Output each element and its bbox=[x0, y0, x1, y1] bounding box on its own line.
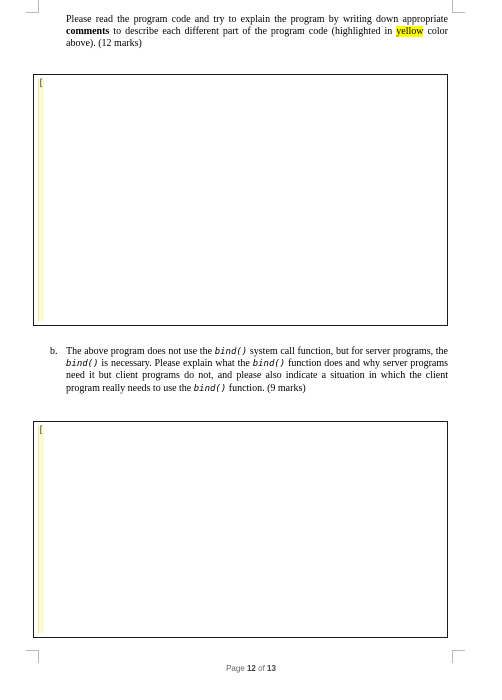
crop-mark-bottom-left bbox=[26, 650, 39, 663]
question-b-label: b. bbox=[50, 346, 58, 357]
question-a-text bbox=[66, 14, 448, 51]
footer-of: of bbox=[255, 664, 268, 673]
question-a-bold-comments: comments bbox=[66, 26, 110, 38]
question-b-part-5: function. (9 marks) bbox=[226, 382, 306, 394]
answer-box-a[interactable] bbox=[33, 74, 448, 326]
question-a-part-1: Please read the program code and try to explain the program by writing down appropriate bbox=[66, 14, 448, 25]
content-control-marker: [ bbox=[38, 425, 45, 436]
question-b-part-4: function does and why server programs need it but client programs do not, and please also indicate a situation in which the client program really needs to use the bbox=[66, 358, 449, 394]
question-a-part-3: color above). (12 marks) bbox=[66, 26, 448, 50]
question-b-part-3: is necessary. Please explain what the bbox=[98, 358, 253, 370]
question-a-part-2: to describe each different part of the program code (highlighted in bbox=[109, 26, 397, 38]
question-b-part-1: The above program does not use the bbox=[66, 346, 215, 357]
page-footer bbox=[0, 664, 502, 673]
code-bind-2: bind() bbox=[66, 359, 99, 370]
answer-box-b[interactable] bbox=[33, 421, 448, 638]
code-bind-4: bind() bbox=[193, 383, 227, 394]
code-bind-3: bind() bbox=[252, 359, 286, 370]
question-b-part-2: system call function, but for server programs, the bbox=[247, 346, 448, 357]
text-cursor-bar bbox=[38, 79, 44, 321]
text-cursor-bar bbox=[38, 426, 44, 633]
content-control-marker: [ bbox=[38, 78, 45, 89]
code-bind-1: bind() bbox=[214, 347, 248, 357]
footer-page-prefix: Page bbox=[226, 664, 247, 673]
crop-mark-top-left bbox=[26, 0, 39, 13]
question-b-text bbox=[66, 346, 448, 395]
crop-mark-bottom-right bbox=[452, 650, 465, 663]
footer-total-pages: 13 bbox=[267, 664, 276, 673]
crop-mark-top-right bbox=[452, 0, 465, 13]
footer-current-page: 12 bbox=[246, 664, 256, 673]
question-a-highlight-yellow: yellow bbox=[396, 26, 424, 38]
